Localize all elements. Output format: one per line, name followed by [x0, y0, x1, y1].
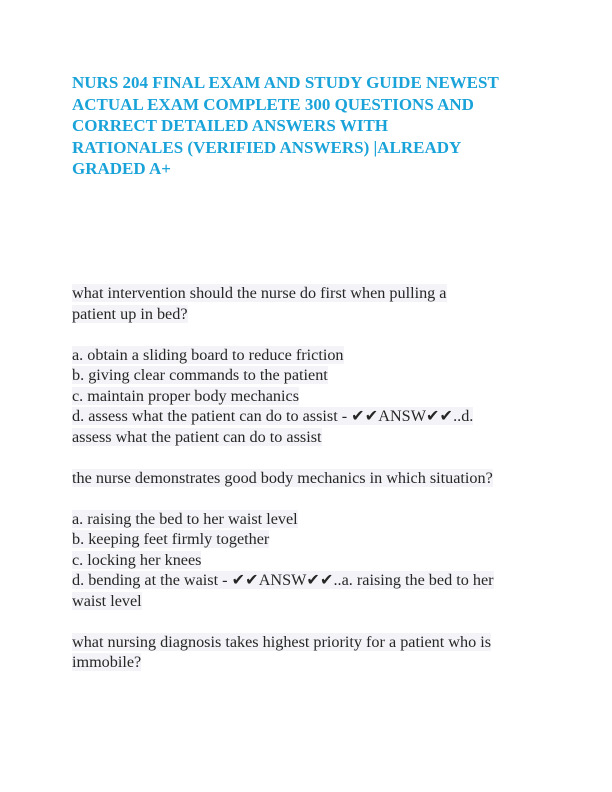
- question-text: what nursing diagnosis takes highest priority for a patient who is: [72, 632, 492, 651]
- title-line: CORRECT DETAILED ANSWERS WITH: [72, 116, 389, 135]
- answer-key: d. assess what the patient can do to assist - ✔✔ANSW✔✔..d.: [72, 407, 474, 425]
- title-line: RATIONALES (VERIFIED ANSWERS) |ALREADY: [72, 137, 462, 157]
- question-list: [72, 283, 542, 673]
- answer-key: d. bending at the waist - ✔✔ANSW✔✔..a. raising the bed to her: [72, 571, 494, 589]
- spacer: [72, 488, 542, 509]
- question-text: the nurse demonstrates good body mechanics in which situation?: [72, 468, 493, 487]
- question-block: [72, 632, 542, 673]
- answer-key: waist level: [72, 591, 142, 610]
- spacer: [72, 324, 542, 345]
- title-line: ACTUAL EXAM COMPLETE 300 QUESTIONS AND: [72, 94, 474, 114]
- spacer: [72, 611, 542, 632]
- answer-option: a. obtain a sliding board to reduce friction: [72, 345, 344, 364]
- answer-key: assess what the patient can do to assist: [72, 427, 322, 446]
- question-text: immobile?: [72, 653, 142, 671]
- answer-option: b. giving clear commands to the patient: [72, 366, 328, 384]
- title-line: GRADED A+: [72, 159, 171, 178]
- answer-option: a. raising the bed to her waist level: [72, 509, 298, 528]
- question-block: [72, 283, 542, 447]
- answer-option: b. keeping feet firmly together: [72, 530, 270, 548]
- title-line: NURS 204 FINAL EXAM AND STUDY GUIDE NEWEST: [72, 73, 499, 92]
- question-block: [72, 468, 542, 612]
- question-text: what intervention should the nurse do first when pulling a: [72, 284, 447, 302]
- answer-option: c. maintain proper body mechanics: [72, 386, 299, 405]
- question-text: patient up in bed?: [72, 304, 188, 323]
- document-title: [72, 72, 542, 180]
- answer-option: c. locking her knees: [72, 550, 202, 569]
- spacer: [72, 447, 542, 468]
